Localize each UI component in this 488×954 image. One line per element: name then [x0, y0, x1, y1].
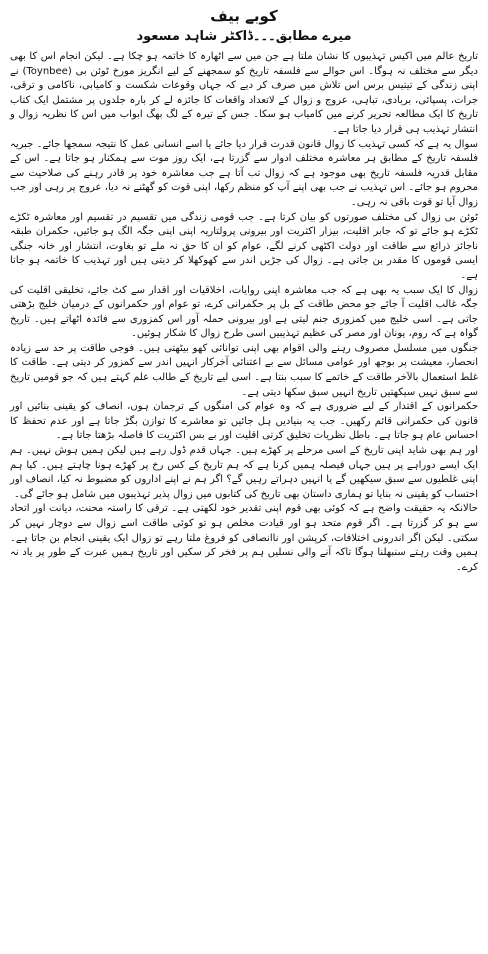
article-body: [10, 50, 478, 575]
byline: میرے مطابق۔۔۔ڈاکٹر شاہد مسعود: [136, 29, 352, 44]
paragraph: زوال کا ایک سبب یہ بھی ہے کہ جب معاشرہ اپنی روایات، اخلاقیات اور اقدار سے کٹ جائے، تخلیقی اقلیت کی جگہ غالب اقلیت آ جائے جو محض طاقت کے بل پر حکمرانی کرے، تو عوام اور حکمرانوں کے درمیان خلیج بڑھتی جاتی ہے۔ اسی خلیج میں کمزوری جنم لیتی ہے اور بیرونی حملہ آور اس کمزوری سے فائدہ اٹھاتے ہیں۔ تاریخ گواہ ہے کہ روم، یونان اور مصر کی عظیم تہذیبیں اسی طرح زوال کا شکار ہوئیں۔: [10, 284, 478, 340]
paragraph: اور ہم بھی شاید اپنی تاریخ کے اسی مرحلے پر کھڑے ہیں۔ جہاں قدم ڈول رہے ہیں لیکن ہمیں ہوش نہیں۔ ہم ایک ایسے دوراہے پر ہیں جہاں فیصلہ ہمیں کرنا ہے کہ ہم تاریخ کے کس رخ پر کھڑے ہونا چاہتے ہیں۔ کیا ہم اپنی غلطیوں سے سبق سیکھیں گے یا انہیں دہراتے رہیں گے؟ اگر ہم نے اپنے اداروں کو مضبوط نہ کیا، انصاف اور احتساب کو یقینی نہ بنایا تو ہماری داستان بھی تاریخ کی کتابوں میں زوال پذیر تہذیبوں میں شامل ہو جائے گی۔: [10, 445, 478, 500]
paragraph: حکمرانوں کے اقتدار کے لیے ضروری ہے کہ وہ عوام کی امنگوں کے ترجمان ہوں، انصاف کو یقینی بنائیں اور قانون کی حکمرانی قائم رکھیں۔ جب یہ بنیادیں ہل جائیں تو معاشرے کا توازن بگڑ جاتا ہے اور عدم تحفظ کا احساس عام ہو جاتا ہے۔ باطل نظریات تخلیق کرتی اقلیت اور بے بس اکثریت کا فاصلہ بڑھتا جاتا ہے۔: [10, 401, 478, 442]
paragraph: تاریخ عالم میں اکیس تہذیبوں کا نشان ملتا ہے جن میں سے اٹھارہ کا خاتمہ ہو چکا ہے۔ لیکن انجام اس کا بھی دیگر سے مختلف نہ ہوگا۔ اس حوالے سے فلسفہ تاریخ کو سمجھنے کے لیے انگریز مورخ ٹوئن بی (Toynbee) نے اپنی زندگی کے تیتیس برس اس تلاش میں صرف کر دیے کہ جہاں وقوعات شکست و کامیابی، ناکامی و ترقی، جرات، پسپائی، بربادی، تباہی، عروج و زوال کے لاتعداد واقعات کا جائزہ لے کر بارہ جلدوں پر مشتمل ایک کتاب تاریخ کا ایک مطالعہ تحریر کرنے میں کامیاب ہو سکا۔ جس کے تیرہ کے لگ بھگ ابواب میں اس کا نظریہ زوال و انتشار تہذیب ہی قرار دیا جاتا ہے۔: [10, 51, 478, 135]
paragraph: سوال یہ ہے کہ کسی تہذیب کا زوال قانون قدرت قرار دیا جائے یا اسے انسانی عمل کا نتیجہ سمجھا جائے۔ جبریہ فلسفہ تاریخ کے مطابق ہر معاشرہ مختلف ادوار سے گزرتا ہے، ایک روز موت سے ہمکنار ہو جاتا ہے۔ اس کے مقابل قدریہ فلسفہ تاریخ بھی موجود ہے کہ زوال تب آتا ہے جب معاشرہ خود پر قادر رہنے کی صلاحیت سے محروم ہو جائے۔ اس تہذیب نے جب بھی اپنے آپ کو منظم رکھا، اپنی قوت کو گھٹنے نہ دیا، عروج پر رہی اور جب زوال آیا تو قوت باقی نہ رہی۔: [10, 138, 478, 208]
paragraph: جنگوں میں مسلسل مصروف رہنے والی اقوام بھی اپنی توانائی کھو بیٹھتی ہیں۔ فوجی طاقت پر حد سے زیادہ انحصار، معیشت پر بوجھ اور عوامی مسائل سے بے اعتنائی آخرکار انہیں اندر سے کمزور کر دیتی ہے۔ طاقت کا غلط استعمال بالآخر طاقت کے خاتمے کا سبب بنتا ہے۔ اسی لیے تاریخ کے طالب علم کہتے ہیں کہ جو قومیں تاریخ سے سبق نہیں سیکھتیں تاریخ انہیں سبق سکھا دیتی ہے۔: [10, 342, 478, 398]
headline: کوبے بیف: [210, 7, 278, 25]
paragraph: حالانکہ یہ حقیقت واضح ہے کہ کوئی بھی قوم اپنی تقدیر خود لکھتی ہے۔ ترقی کا راستہ محنت، دیانت اور اتحاد سے ہو کر گزرتا ہے۔ اگر قوم متحد ہو اور قیادت مخلص ہو تو کوئی طاقت اسے زوال سے دوچار نہیں کر سکتی۔ لیکن اگر اندرونی اختلافات، کرپشن اور ناانصافی کو فروغ ملتا رہے تو زوال ایک یقینی انجام بن جاتا ہے۔ ہمیں وقت رہتے سنبھلنا ہوگا تاکہ آنے والی نسلیں ہم پر فخر کر سکیں اور تاریخ ہمیں عبرت کے طور پر یاد نہ کرے۔: [10, 503, 478, 573]
paragraph: ٹوئن بی زوال کی مختلف صورتوں کو بیان کرتا ہے۔ جب قومی زندگی میں تقسیم در تقسیم اور معاشرہ ٹکڑے ٹکڑے ہو جائے تو کہ جابر اقلیت، بیزار اکثریت اور بیرونی پرولتاریہ اپنی اپنی جگہ الگ ہو جائیں، حکمران طبقہ ناجائز ذرائع سے طاقت اور دولت اکٹھی کرنے لگے، عوام کو ان کا حق نہ ملے تو بغاوت، انتشار اور خانہ جنگی ایسی قوموں کا مقدر بن جاتی ہے۔ زوال کی جڑیں اندر سے کھوکھلا کر دیتی ہیں اور تہذیب کا خاتمہ ہو جاتا ہے۔: [10, 211, 478, 281]
